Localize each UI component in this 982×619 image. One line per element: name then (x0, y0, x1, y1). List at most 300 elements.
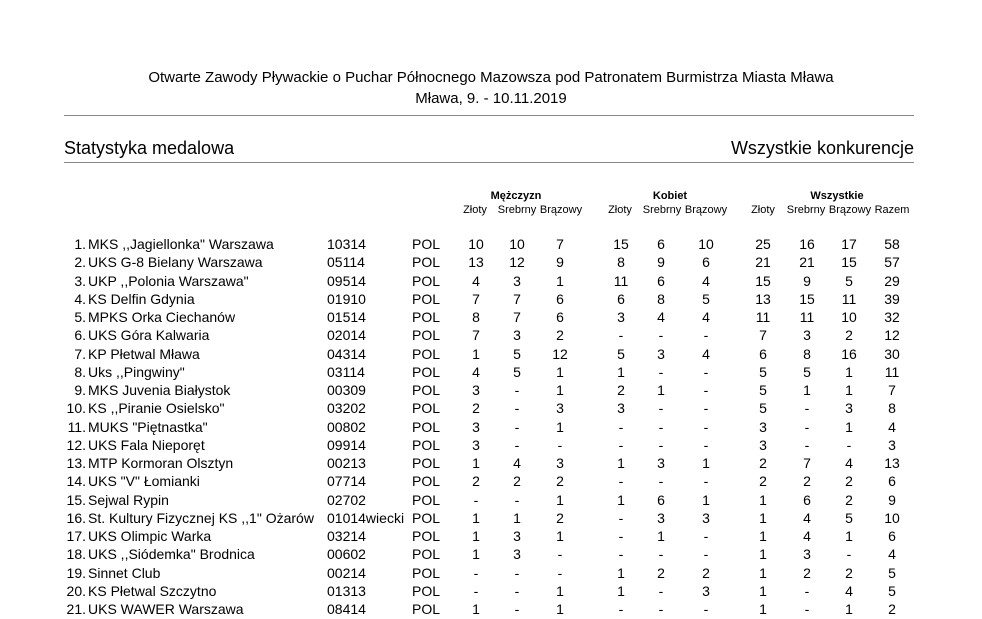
men-bronze-cell: 7 (556, 236, 564, 252)
women-gold-cell: 8 (617, 254, 625, 270)
club-name-cell: UKP ,,Polonia Warszawa" (88, 273, 249, 289)
men-silver-cell: 2 (513, 473, 521, 489)
women-bronze-cell: 2 (702, 565, 710, 581)
women-silver-cell: 8 (657, 291, 665, 307)
men-bronze-cell: 6 (556, 291, 564, 307)
country-cell: POL (412, 382, 441, 398)
club-name-cell: MKS ,,Jagiellonka" Warszawa (88, 236, 274, 252)
men-bronze-cell: 3 (556, 400, 564, 416)
women-gold-cell: - (618, 437, 624, 453)
country-cell: POL (412, 528, 441, 544)
all-silver-cell: 3 (803, 327, 811, 343)
men-gold-cell: 1 (472, 601, 480, 617)
subheader-women-bronze: Brązowy (684, 204, 728, 216)
women-gold-cell: 6 (617, 291, 625, 307)
club-name-cell: KS Płetwal Szczytno (88, 583, 217, 599)
club-code-cell: 00602 (327, 546, 366, 562)
club-name-cell: UKS Olimpic Warka (88, 528, 212, 544)
men-gold-cell: 7 (472, 327, 480, 343)
women-bronze-cell: - (703, 419, 709, 435)
men-silver-cell: - (514, 601, 520, 617)
all-silver-cell: - (804, 601, 810, 617)
all-gold-cell: 1 (759, 546, 767, 562)
club-name-cell: Uks ,,Pingwiny" (88, 364, 185, 380)
subheader-women-gold: Złoty (608, 204, 632, 216)
women-bronze-cell: 3 (702, 510, 710, 526)
women-bronze-cell: 1 (702, 492, 710, 508)
all-gold-cell: 3 (759, 419, 767, 435)
club-code-cell: 01910 (327, 291, 366, 307)
men-silver-cell: 3 (513, 273, 521, 289)
women-silver-cell: 3 (657, 510, 665, 526)
club-code-cell: 03114 (327, 364, 365, 380)
all-total-cell: 3 (888, 437, 896, 453)
men-silver-cell: - (514, 583, 520, 599)
women-gold-cell: 5 (617, 346, 625, 362)
all-bronze-cell: 1 (845, 601, 853, 617)
all-silver-cell: 2 (803, 565, 811, 581)
men-silver-cell: 5 (513, 364, 521, 380)
women-silver-cell: 4 (657, 309, 665, 325)
country-cell: POL (412, 455, 441, 471)
report-subtitle: Mława, 9. - 10.11.2019 (415, 90, 567, 107)
section-title: Statystyka medalowa (64, 138, 235, 158)
all-total-cell: 29 (884, 273, 900, 289)
country-cell: POL (412, 309, 441, 325)
club-code-cell: 09914 (327, 437, 366, 453)
all-total-cell: 4 (888, 419, 896, 435)
men-silver-cell: 3 (513, 327, 521, 343)
subheader-men-silver: Srebrny (497, 204, 537, 216)
group-header-men: Mężczyzn (490, 190, 542, 202)
country-cell: POL (412, 473, 441, 489)
men-bronze-cell: 1 (556, 382, 564, 398)
men-silver-cell: 12 (509, 254, 525, 270)
rank-cell: 16. (66, 510, 86, 526)
women-bronze-cell: - (703, 473, 709, 489)
men-gold-cell: 2 (472, 473, 480, 489)
women-gold-cell: 1 (617, 364, 625, 380)
all-gold-cell: 21 (755, 254, 771, 270)
all-total-cell: 5 (888, 583, 896, 599)
men-bronze-cell: 1 (556, 273, 564, 289)
men-bronze-cell: - (557, 437, 563, 453)
men-silver-cell: 3 (513, 546, 521, 562)
rank-cell: 15. (66, 492, 86, 508)
women-bronze-cell: - (703, 400, 709, 416)
all-gold-cell: 2 (759, 473, 767, 489)
club-name-cell: UKS Fala Nieporęt (88, 437, 205, 453)
men-bronze-cell: 1 (556, 492, 564, 508)
women-bronze-cell: - (703, 528, 709, 544)
country-cell: POL (412, 492, 441, 508)
country-cell: POL (412, 273, 441, 289)
all-silver-cell: 7 (803, 455, 811, 471)
subheader-all-gold: Złoty (751, 204, 775, 216)
women-bronze-cell: - (703, 601, 709, 617)
rank-cell: 7. (74, 346, 86, 362)
all-gold-cell: 2 (759, 455, 767, 471)
men-silver-cell: 5 (513, 346, 521, 362)
club-name-cell: Sejwal Rypin (88, 492, 169, 508)
women-silver-cell: 3 (657, 455, 665, 471)
men-bronze-cell: 1 (556, 364, 564, 380)
women-gold-cell: - (618, 510, 624, 526)
all-gold-cell: 1 (759, 601, 767, 617)
all-bronze-cell: - (846, 546, 852, 562)
subheader-men-gold: Złoty (463, 204, 487, 216)
women-gold-cell: 3 (617, 400, 625, 416)
men-bronze-cell: - (557, 546, 563, 562)
women-silver-cell: - (658, 364, 664, 380)
men-bronze-cell: - (557, 565, 563, 581)
women-gold-cell: 2 (617, 382, 625, 398)
report-title: Otwarte Zawody Pływackie o Puchar Północnego Mazowsza pod Patronatem Burmistrza Miasta Mława (148, 69, 834, 86)
women-silver-cell: - (658, 437, 664, 453)
women-gold-cell: - (618, 528, 624, 544)
all-silver-cell: - (804, 583, 810, 599)
all-bronze-cell: 2 (845, 492, 853, 508)
all-total-cell: 9 (888, 492, 896, 508)
women-gold-cell: 11 (613, 273, 629, 289)
all-gold-cell: 3 (759, 437, 767, 453)
club-code-cell: 02702 (327, 492, 366, 508)
club-code-cell: 01014wiecki (327, 510, 405, 526)
all-bronze-cell: 2 (845, 327, 853, 343)
men-gold-cell: 1 (472, 546, 480, 562)
men-silver-cell: 3 (513, 528, 521, 544)
men-bronze-cell: 6 (556, 309, 564, 325)
women-bronze-cell: - (703, 382, 709, 398)
men-gold-cell: - (473, 492, 479, 508)
women-bronze-cell: 5 (702, 291, 710, 307)
all-silver-cell: 2 (803, 473, 811, 489)
all-total-cell: 57 (884, 254, 900, 270)
club-name-cell: UKS Góra Kalwaria (88, 327, 210, 343)
all-total-cell: 11 (884, 364, 900, 380)
all-gold-cell: 15 (755, 273, 771, 289)
club-name-cell: MPKS Orka Ciechanów (88, 309, 236, 325)
rank-cell: 21. (66, 601, 86, 617)
rank-cell: 19. (66, 565, 86, 581)
men-gold-cell: 13 (468, 254, 484, 270)
men-gold-cell: 3 (472, 419, 480, 435)
women-silver-cell: - (658, 419, 664, 435)
country-cell: POL (412, 437, 441, 453)
all-silver-cell: 1 (803, 382, 811, 398)
club-code-cell: 02014 (327, 327, 366, 343)
men-bronze-cell: 9 (556, 254, 564, 270)
men-gold-cell: 4 (472, 364, 480, 380)
club-code-cell: 03214 (327, 528, 366, 544)
all-silver-cell: - (804, 437, 810, 453)
women-gold-cell: - (618, 473, 624, 489)
men-bronze-cell: 1 (556, 528, 564, 544)
club-code-cell: 00213 (327, 455, 366, 471)
rank-cell: 17. (66, 528, 86, 544)
women-silver-cell: 3 (657, 346, 665, 362)
men-bronze-cell: 12 (552, 346, 568, 362)
women-bronze-cell: 4 (702, 309, 710, 325)
all-bronze-cell: 3 (845, 400, 853, 416)
all-bronze-cell: 4 (845, 455, 853, 471)
men-bronze-cell: 3 (556, 455, 564, 471)
all-silver-cell: 9 (803, 273, 811, 289)
section-divider (64, 162, 914, 163)
women-silver-cell: - (658, 583, 664, 599)
all-total-cell: 4 (888, 546, 896, 562)
rank-cell: 12. (66, 437, 86, 453)
men-silver-cell: 7 (513, 291, 521, 307)
men-silver-cell: - (514, 419, 520, 435)
club-name-cell: St. Kultury Fizycznej KS ,,1" Ożarów (88, 510, 314, 526)
club-code-cell: 03202 (327, 400, 366, 416)
club-name-cell: UKS ,,Siódemka" Brodnica (88, 546, 255, 562)
club-name-cell: MUKS "Piętnastka" (88, 419, 208, 435)
women-bronze-cell: 4 (702, 346, 710, 362)
men-silver-cell: - (514, 565, 520, 581)
women-bronze-cell: - (703, 364, 709, 380)
all-total-cell: 5 (888, 565, 896, 581)
women-silver-cell: 9 (657, 254, 665, 270)
all-bronze-cell: 10 (841, 309, 857, 325)
country-cell: POL (412, 254, 441, 270)
all-bronze-cell: 1 (845, 419, 853, 435)
women-gold-cell: 3 (617, 309, 625, 325)
country-cell: POL (412, 419, 441, 435)
country-cell: POL (412, 236, 441, 252)
all-bronze-cell: 5 (845, 510, 853, 526)
men-silver-cell: 4 (513, 455, 521, 471)
all-bronze-cell: 11 (841, 291, 857, 307)
women-silver-cell: 6 (657, 492, 665, 508)
all-total-cell: 2 (888, 601, 896, 617)
all-total-cell: 6 (888, 473, 896, 489)
all-total-cell: 58 (884, 236, 900, 252)
all-silver-cell: 11 (799, 309, 815, 325)
men-silver-cell: - (514, 400, 520, 416)
rank-cell: 8. (74, 364, 86, 380)
subheader-men-bronze: Brązowy (539, 204, 583, 216)
men-bronze-cell: 1 (556, 583, 564, 599)
all-total-cell: 30 (884, 346, 900, 362)
women-bronze-cell: - (703, 546, 709, 562)
club-name-cell: MKS Juvenia Białystok (88, 382, 231, 398)
all-gold-cell: 5 (759, 364, 767, 380)
country-cell: POL (412, 565, 441, 581)
women-silver-cell: 2 (657, 565, 665, 581)
women-bronze-cell: 1 (702, 455, 710, 471)
all-gold-cell: 1 (759, 510, 767, 526)
women-silver-cell: 1 (657, 528, 665, 544)
club-name-cell: UKS G-8 Bielany Warszawa (88, 254, 263, 270)
all-total-cell: 32 (884, 309, 900, 325)
women-gold-cell: - (618, 327, 624, 343)
club-name-cell: KS ,,Piranie Osielsko" (88, 400, 225, 416)
all-gold-cell: 6 (759, 346, 767, 362)
all-gold-cell: 1 (759, 583, 767, 599)
all-bronze-cell: 16 (841, 346, 857, 362)
men-gold-cell: 8 (472, 309, 480, 325)
all-silver-cell: 6 (803, 492, 811, 508)
women-silver-cell: 1 (657, 382, 665, 398)
all-bronze-cell: 1 (845, 528, 853, 544)
all-gold-cell: 7 (759, 327, 767, 343)
all-gold-cell: 5 (759, 400, 767, 416)
country-cell: POL (412, 291, 441, 307)
men-bronze-cell: 2 (556, 327, 564, 343)
all-bronze-cell: 1 (845, 382, 853, 398)
women-gold-cell: 1 (617, 565, 625, 581)
women-gold-cell: 1 (617, 455, 625, 471)
all-gold-cell: 5 (759, 382, 767, 398)
men-silver-cell: - (514, 437, 520, 453)
all-gold-cell: 1 (759, 528, 767, 544)
men-gold-cell: 1 (472, 346, 480, 362)
club-code-cell: 07714 (327, 473, 366, 489)
all-silver-cell: 16 (799, 236, 815, 252)
women-gold-cell: - (618, 419, 624, 435)
women-gold-cell: 15 (613, 236, 629, 252)
men-gold-cell: 3 (472, 437, 480, 453)
rank-cell: 14. (66, 473, 86, 489)
women-bronze-cell: 6 (702, 254, 710, 270)
all-total-cell: 7 (888, 382, 896, 398)
men-gold-cell: 10 (468, 236, 484, 252)
rank-cell: 4. (74, 291, 86, 307)
women-bronze-cell: 4 (702, 273, 710, 289)
rank-cell: 6. (74, 327, 86, 343)
country-cell: POL (412, 364, 441, 380)
all-silver-cell: - (804, 400, 810, 416)
all-gold-cell: 1 (759, 565, 767, 581)
all-silver-cell: 21 (799, 254, 815, 270)
group-header-women: Kobiet (652, 190, 688, 202)
rank-cell: 18. (66, 546, 86, 562)
men-gold-cell: - (473, 583, 479, 599)
all-gold-cell: 13 (755, 291, 771, 307)
club-name-cell: MTP Kormoran Olsztyn (88, 455, 234, 471)
women-silver-cell: 6 (657, 273, 665, 289)
men-gold-cell: 7 (472, 291, 480, 307)
men-silver-cell: 1 (513, 510, 521, 526)
men-gold-cell: - (473, 565, 479, 581)
club-name-cell: UKS WAWER Warszawa (88, 601, 244, 617)
section-scope: Wszystkie konkurencje (730, 138, 914, 158)
rank-cell: 13. (66, 455, 86, 471)
men-bronze-cell: 2 (556, 473, 564, 489)
all-bronze-cell: 17 (841, 236, 857, 252)
men-gold-cell: 3 (472, 382, 480, 398)
all-gold-cell: 11 (755, 309, 771, 325)
women-bronze-cell: - (703, 327, 709, 343)
men-bronze-cell: 1 (556, 419, 564, 435)
men-silver-cell: - (514, 382, 520, 398)
all-bronze-cell: 15 (841, 254, 857, 270)
country-cell: POL (412, 400, 441, 416)
all-total-cell: 39 (884, 291, 900, 307)
men-gold-cell: 1 (472, 510, 480, 526)
men-bronze-cell: 2 (556, 510, 564, 526)
all-bronze-cell: 2 (845, 473, 853, 489)
all-total-cell: 6 (888, 528, 896, 544)
rank-cell: 1. (74, 236, 86, 252)
women-silver-cell: - (658, 546, 664, 562)
all-total-cell: 10 (884, 510, 900, 526)
women-bronze-cell: - (703, 437, 709, 453)
club-code-cell: 08414 (327, 601, 366, 617)
club-code-cell: 01514 (327, 309, 366, 325)
all-silver-cell: 4 (803, 528, 811, 544)
women-gold-cell: 1 (617, 583, 625, 599)
subheader-women-silver: Srebrny (642, 204, 682, 216)
all-silver-cell: 8 (803, 346, 811, 362)
all-silver-cell: 5 (803, 364, 811, 380)
men-gold-cell: 1 (472, 528, 480, 544)
club-code-cell: 01313 (327, 583, 366, 599)
men-gold-cell: 2 (472, 400, 480, 416)
club-code-cell: 00309 (327, 382, 366, 398)
country-cell: POL (412, 327, 441, 343)
women-silver-cell: - (658, 473, 664, 489)
men-bronze-cell: 1 (556, 601, 564, 617)
header-divider (64, 115, 914, 116)
all-total-cell: 8 (888, 400, 896, 416)
all-silver-cell: - (804, 419, 810, 435)
men-silver-cell: - (514, 492, 520, 508)
club-name-cell: Sinnet Club (88, 565, 161, 581)
country-cell: POL (412, 546, 441, 562)
group-header-all: Wszystkie (810, 190, 864, 202)
women-silver-cell: - (658, 601, 664, 617)
subheader-all-silver: Srebrny (786, 204, 826, 216)
rank-cell: 3. (74, 273, 86, 289)
all-bronze-cell: 2 (845, 565, 853, 581)
all-total-cell: 13 (884, 455, 900, 471)
country-cell: POL (412, 346, 441, 362)
club-code-cell: 05114 (327, 254, 365, 270)
men-silver-cell: 7 (513, 309, 521, 325)
women-silver-cell: 6 (657, 236, 665, 252)
club-code-cell: 10314 (327, 236, 366, 252)
women-gold-cell: - (618, 601, 624, 617)
club-code-cell: 00214 (327, 565, 366, 581)
all-bronze-cell: 4 (845, 583, 853, 599)
rank-cell: 5. (74, 309, 86, 325)
women-gold-cell: 1 (617, 492, 625, 508)
rank-cell: 11. (67, 419, 86, 435)
women-bronze-cell: 3 (702, 583, 710, 599)
all-bronze-cell: - (846, 437, 852, 453)
country-cell: POL (412, 510, 441, 526)
subheader-all-total: Razem (874, 204, 910, 216)
men-gold-cell: 1 (472, 455, 480, 471)
rank-cell: 10. (66, 400, 86, 416)
all-bronze-cell: 1 (845, 364, 853, 380)
all-silver-cell: 3 (803, 546, 811, 562)
club-name-cell: KP Płetwal Mława (88, 346, 200, 362)
club-name-cell: UKS "V" Łomianki (88, 473, 200, 489)
club-code-cell: 09514 (327, 273, 366, 289)
women-bronze-cell: 10 (698, 236, 714, 252)
women-gold-cell: - (618, 546, 624, 562)
rank-cell: 20. (66, 583, 86, 599)
men-silver-cell: 10 (509, 236, 525, 252)
all-gold-cell: 25 (755, 236, 771, 252)
club-name-cell: KS Delfin Gdynia (88, 291, 195, 307)
women-silver-cell: - (658, 400, 664, 416)
country-cell: POL (412, 601, 441, 617)
